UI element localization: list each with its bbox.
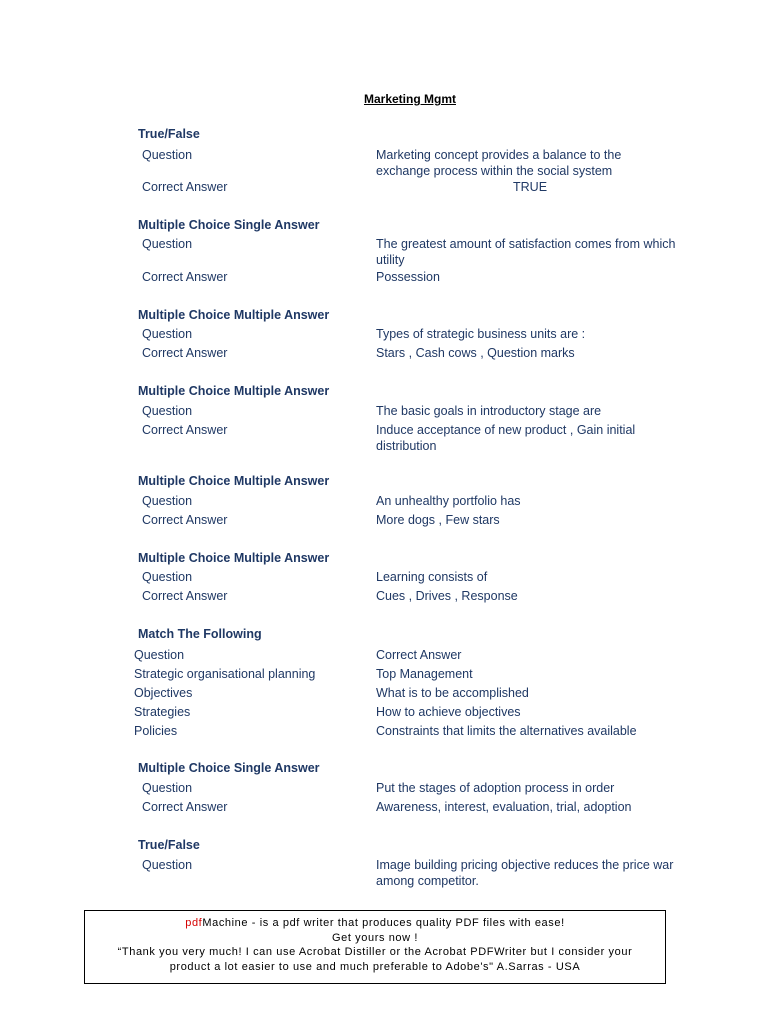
question-label: Question (142, 404, 193, 418)
question-text: The greatest amount of satisfaction comes from which utility (376, 237, 676, 267)
question-text: Types of strategic business units are : (376, 327, 586, 341)
answer-text: Awareness, interest, evaluation, trial, adoption (376, 800, 632, 814)
question-text: Put the stages of adoption process in order (376, 781, 615, 795)
question-label: Question (142, 781, 193, 795)
answer-label: Correct Answer (142, 513, 228, 527)
section-title: Multiple Choice Single Answer (138, 218, 320, 232)
pdfmachine-footer (84, 910, 666, 984)
match-right: What is to be accomplished (376, 686, 529, 700)
section-title: Multiple Choice Multiple Answer (138, 474, 330, 488)
section-title: Multiple Choice Single Answer (138, 761, 320, 775)
question-label: Question (142, 327, 193, 341)
answer-text: Cues , Drives , Response (376, 589, 518, 603)
question-label: Question (142, 570, 193, 584)
section-title: Multiple Choice Multiple Answer (138, 308, 330, 322)
question-text: Image building pricing objective reduces the price war among competitor. (376, 858, 674, 888)
question-text: The basic goals in introductory stage are (376, 404, 602, 418)
section-title: Multiple Choice Multiple Answer (138, 384, 330, 398)
answer-text: Possession (376, 270, 440, 284)
question-text: Marketing concept provides a balance to the exchange process within the social system (376, 148, 622, 178)
match-left: Policies (134, 724, 178, 738)
section-title: Multiple Choice Multiple Answer (138, 551, 330, 565)
footer-line-1-text: Machine - is a pdf writer that produces quality PDF files with ease! (202, 917, 565, 929)
answer-label: Correct Answer (142, 270, 228, 284)
question-label: Question (142, 148, 193, 162)
question-label: Question (142, 494, 193, 508)
section-title: True/False (138, 127, 200, 141)
match-right: Constraints that limits the alternatives available (376, 724, 637, 738)
footer-brand-pdf: pdf (185, 917, 203, 929)
answer-label: Correct Answer (142, 589, 228, 603)
answer-label: Correct Answer (142, 180, 228, 194)
footer-line-1 (85, 916, 665, 931)
match-right: Top Management (376, 667, 473, 681)
answer-label: Correct Answer (142, 800, 228, 814)
footer-line-4: product a lot easier to use and much preferable to Adobe's" A.Sarras - USA (169, 960, 581, 973)
match-header-right: Correct Answer (376, 648, 462, 662)
page-title: Marketing Mgmt (363, 92, 456, 106)
footer-line-2: Get yours now ! (331, 931, 419, 944)
answer-text: More dogs , Few stars (376, 513, 500, 527)
answer-text: Induce acceptance of new product , Gain initial distribution (376, 423, 636, 453)
answer-label: Correct Answer (142, 346, 228, 360)
match-header-left: Question (134, 648, 185, 662)
match-left: Strategies (134, 705, 191, 719)
section-title: True/False (138, 838, 200, 852)
answer-text: TRUE (513, 180, 548, 194)
answer-label: Correct Answer (142, 423, 228, 437)
match-left: Strategic organisational planning (134, 667, 316, 681)
question-text: An unhealthy portfolio has (376, 494, 521, 508)
match-title: Match The Following (138, 627, 262, 641)
match-left: Objectives (134, 686, 193, 700)
question-text: Learning consists of (376, 570, 488, 584)
question-label: Question (142, 237, 193, 251)
footer-line-3: “Thank you very much! I can use Acrobat Distiller or the Acrobat PDFWriter but I consider your (117, 946, 633, 958)
question-label: Question (142, 858, 193, 872)
answer-text: Stars , Cash cows , Question marks (376, 346, 575, 360)
match-right: How to achieve objectives (376, 705, 521, 719)
